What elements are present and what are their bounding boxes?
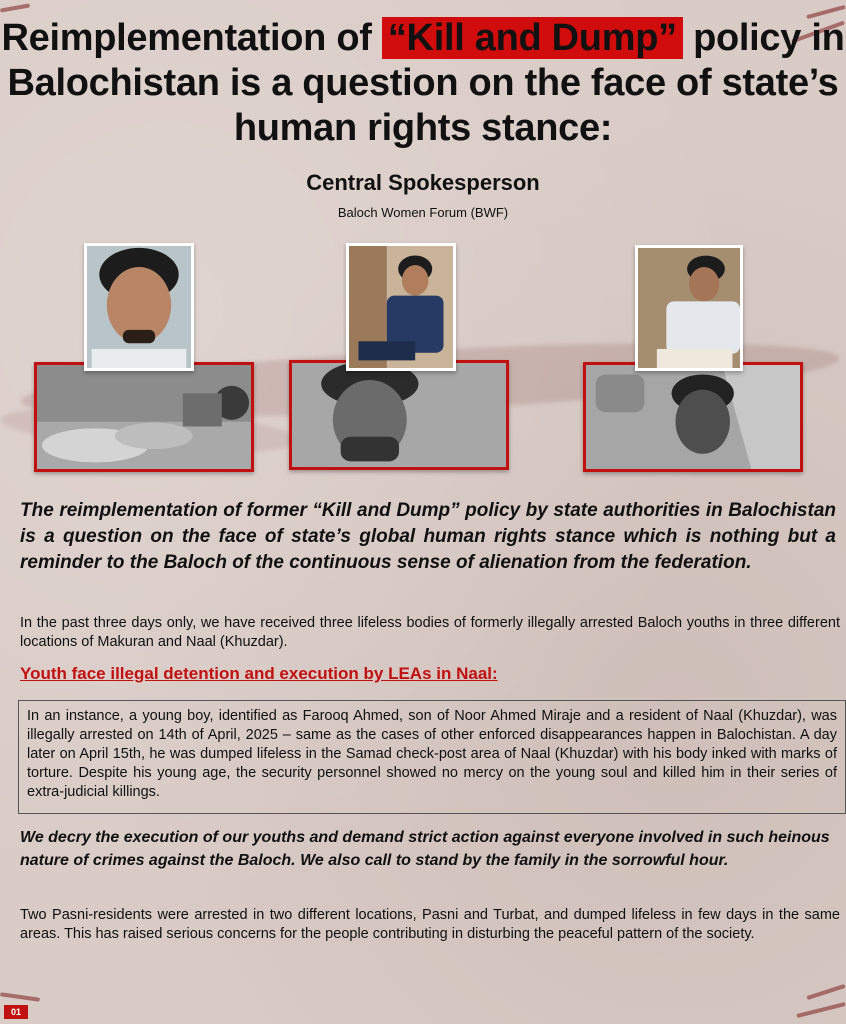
corner-brush-stroke (806, 984, 845, 1000)
boxed-paragraph: In an instance, a young boy, identified as Farooq Ahmed, son of Noor Ahmed Miraje and a resident of Naal (Khuzdar), was illegally arrested on 14th of April, 2025 – same as the cases of other enforced disappearances happen in Balochistan. A day later on April 15th, he was dumped lifeless in the Samad check-post area of Naal (Khuzdar) with his body inked with marks of torture. Despite his young age, the security personnel showed no mercy on the young soul and killed him in their series of extra-judicial killings. (18, 700, 846, 814)
demand-statement: We decry the execution of our youths and demand strict action against everyone involved in such heinous nature of crimes against the Baloch. We also call to stand by the family in the sorrowful hour. (20, 829, 830, 869)
subtitle: Central Spokesperson (306, 170, 540, 195)
title-pre: Reimplementation of (1, 17, 372, 59)
victim-2-portrait (346, 243, 456, 371)
title-line-3: human rights stance: (233, 107, 613, 149)
corner-brush-stroke (796, 1002, 845, 1018)
victim-2-body-photo (289, 360, 509, 470)
corner-brush-stroke (0, 3, 30, 12)
intro-paragraph: In the past three days only, we have received three lifeless bodies of formerly illegally arrested Baloch youths in three different locations of Makuran and Naal (Khuzdar). (20, 615, 840, 650)
closing-paragraph: Two Pasni-residents were arrested in two different locations, Pasni and Turbat, and dumped lifeless in few days in the same areas. This has raised serious concerns for the people contributing in disturbing the peaceful pattern of the society. (20, 907, 840, 942)
organization-name: Baloch Women Forum (BWF) (337, 205, 509, 220)
victim-3-portrait (635, 245, 743, 371)
title-line-2: Balochistan is a question on the face of state’s (7, 62, 839, 104)
victim-1-body-photo (34, 362, 254, 472)
title-highlight: “Kill and Dump” (382, 17, 683, 59)
victim-3-body-photo (583, 362, 803, 472)
corner-brush-stroke (0, 992, 40, 1002)
title-post: policy in (693, 17, 845, 59)
lead-statement: The reimplementation of former “Kill and Dump” policy by state authorities in Balochistan is a question on the face of state’s global human rights stance which is nothing but a reminder to the Baloch of the continuous sense of alienation from the federation. (20, 500, 836, 573)
section-heading: Youth face illegal detention and execution by LEAs in Naal: (20, 664, 498, 683)
page-title (0, 16, 846, 151)
victim-1-portrait (84, 243, 194, 371)
title-line-1 (0, 16, 846, 61)
page-number: 01 (4, 1005, 28, 1019)
